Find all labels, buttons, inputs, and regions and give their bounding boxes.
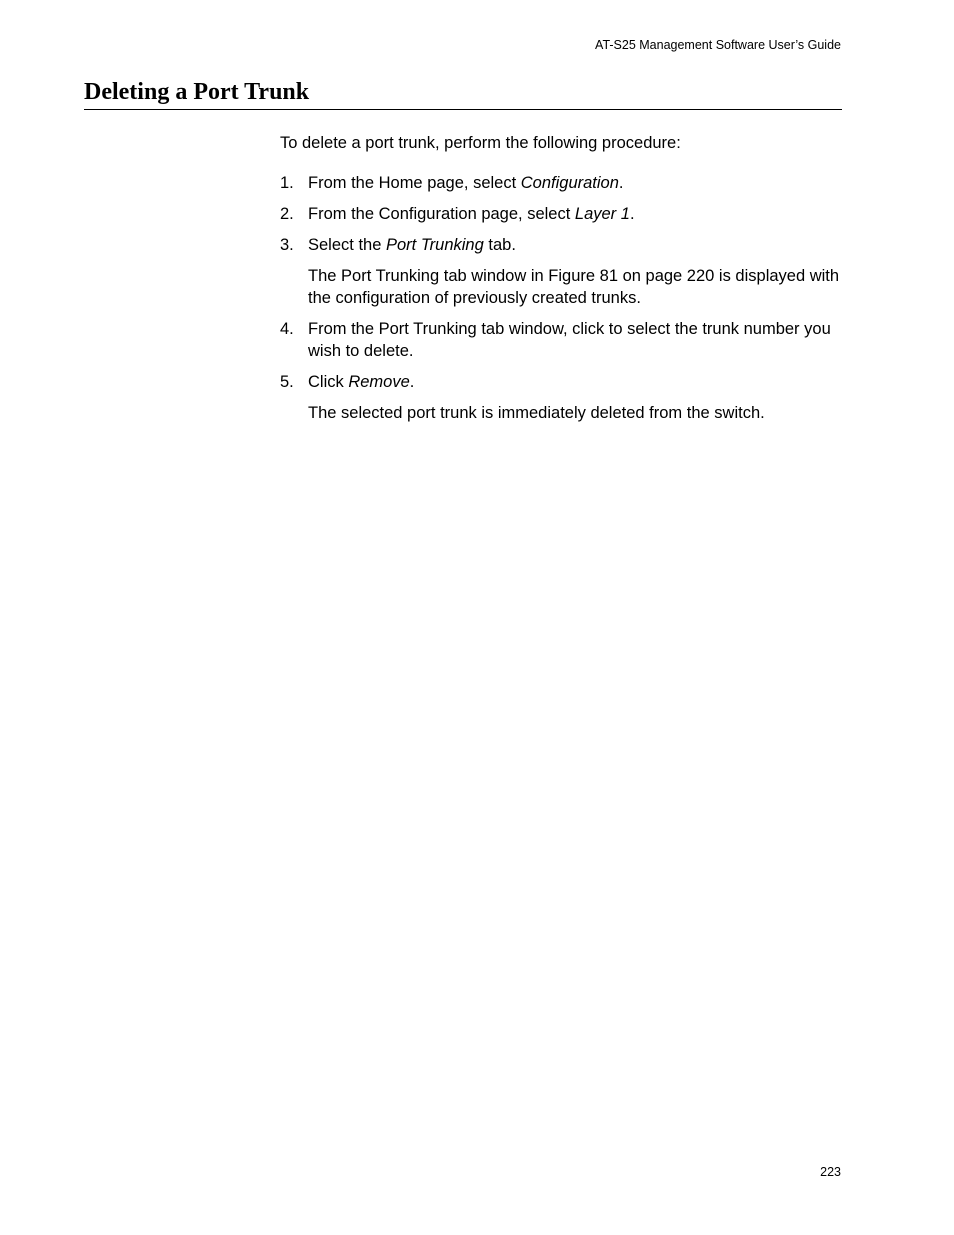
step-3-note: The Port Trunking tab window in Figure 81 on page 220 is displayed with the configuration of previously created trunks. [308,267,840,307]
intro-paragraph: To delete a port trunk, perform the following procedure: [280,134,681,152]
step-text: From the Home page, select [308,174,521,192]
step-text: From the Configuration page, select [308,205,575,223]
ui-term: Remove [348,373,410,391]
page-number: 223 [820,1165,841,1179]
ui-term: Layer 1 [574,205,630,223]
section-title: Deleting a Port Trunk [84,79,310,105]
step-text-end: . [629,205,635,223]
step-4 [280,318,842,362]
step-5-note: The selected port trunk is immediately deleted from the switch. [308,404,765,422]
step-number: 3. [280,236,294,254]
step-text-end: . [618,174,624,192]
step-number: 2. [280,205,294,223]
step-2 [280,203,842,225]
ui-term: Port Trunking [385,236,484,254]
step-text: Select the [308,236,386,254]
step-1 [280,172,842,194]
step-text-end: tab. [483,236,516,254]
body-text [280,132,842,433]
step-number: 1. [280,174,294,192]
step-3 [280,234,842,256]
step-number: 4. [280,320,294,338]
step-number: 5. [280,373,294,391]
step-text-end: . [409,373,415,391]
ui-term: Configuration [520,174,619,192]
step-text: From the Port Trunking tab window, click to select the trunk number you wish to delete. [308,320,831,360]
step-5 [280,371,842,393]
title-rule [84,109,842,110]
step-text: Click [308,373,349,391]
running-header: AT-S25 Management Software User’s Guide [595,38,841,52]
